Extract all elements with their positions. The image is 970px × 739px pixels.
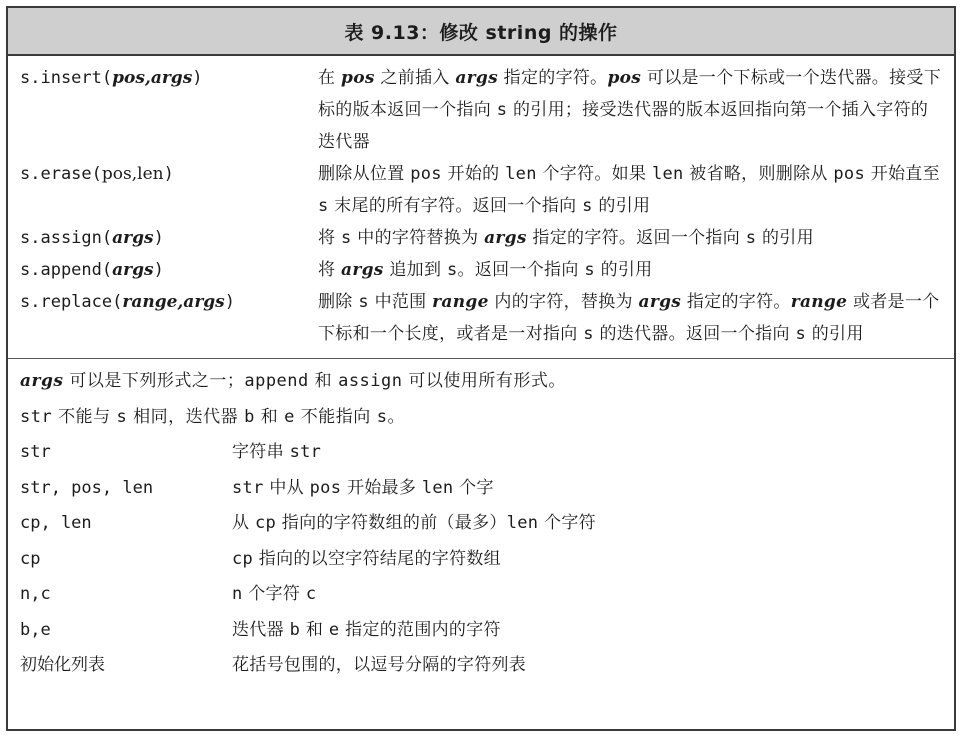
text-segment: s — [446, 260, 458, 280]
operation-description — [318, 222, 944, 254]
form-code: cp — [20, 548, 41, 569]
text-segment: 不能与 — [52, 407, 117, 427]
form-row-init-list — [20, 648, 954, 684]
text-segment: 可以是一个下标或一个迭代器。接受下标的版本返回一个指向 — [318, 68, 941, 120]
text-segment: 个字符。如果 — [536, 164, 652, 184]
text-segment: 内的字符，替换为 — [488, 292, 639, 312]
text-segment: 指定的字符。返回一个指向 — [526, 228, 746, 248]
args-forms-section — [8, 359, 954, 684]
text-segment: s — [376, 407, 388, 427]
text-segment: pos — [341, 68, 375, 88]
text-segment: 的迭代器。返回一个指向 — [593, 324, 796, 344]
text-segment: pos,args — [112, 68, 193, 88]
text-segment: s.replace( — [20, 292, 123, 312]
text-segment: 。 — [387, 407, 405, 427]
text-segment: len — [421, 477, 454, 498]
text-segment: 可以是下列形式之一； — [63, 371, 245, 391]
text-segment: args — [20, 371, 64, 391]
text-segment: 字符串 — [232, 442, 290, 462]
text-segment: 个字 — [453, 477, 494, 498]
operation-row-erase — [8, 158, 954, 222]
text-segment: s — [318, 196, 329, 216]
text-segment: str — [232, 477, 264, 498]
form-row-cp-len — [20, 506, 954, 542]
form-description — [232, 577, 954, 613]
text-segment: s.erase( — [20, 164, 102, 184]
text-segment: 和 — [308, 371, 339, 391]
text-segment: b — [289, 619, 301, 640]
text-segment: 指定的范围内的字符 — [339, 619, 501, 640]
text-segment: 从 — [232, 513, 256, 533]
text-segment: append — [244, 371, 309, 391]
text-segment: 中范围 — [368, 292, 433, 312]
text-segment: 花括号包围的，以逗号分隔的字符列表 — [232, 655, 527, 675]
operation-row-insert — [8, 62, 954, 158]
text-segment: b — [244, 407, 255, 427]
text-segment: s — [745, 228, 757, 248]
text-segment: e — [284, 407, 295, 427]
text-segment: 个字符 — [242, 584, 306, 604]
text-segment: 的引用 — [594, 260, 653, 280]
operation-description — [318, 286, 944, 350]
text-segment: 。返回一个指向 — [457, 260, 585, 280]
form-description — [232, 506, 954, 542]
text-segment: e — [328, 619, 340, 640]
text-segment: assign — [338, 371, 403, 391]
text-segment: 中从 — [263, 477, 310, 498]
operation-description — [318, 254, 944, 286]
text-segment: 可以使用所有形式。 — [402, 371, 566, 391]
operation-code — [20, 286, 318, 350]
restriction-note — [20, 399, 954, 435]
form-description — [232, 648, 954, 684]
form-row-str-pos-len — [20, 471, 954, 507]
text-segment: 被省略，则删除从 — [683, 164, 834, 184]
text-segment: range,args — [122, 292, 225, 312]
operation-row-assign — [8, 222, 954, 254]
string-operations-table — [6, 6, 956, 731]
text-segment: 的引用；接受迭代器的版本返回指向第一个插入字符的迭代器 — [318, 100, 929, 152]
text-segment: ) — [153, 260, 164, 280]
text-segment: s — [358, 292, 369, 312]
text-segment: 追加到 — [383, 260, 447, 280]
text-segment: 在 — [318, 68, 342, 88]
operation-code — [20, 62, 318, 158]
text-segment: len — [505, 164, 537, 184]
text-segment: n — [232, 584, 243, 604]
form-description — [232, 613, 954, 649]
operation-description — [318, 62, 944, 158]
text-segment: ) — [153, 228, 164, 248]
text-segment: ) — [163, 164, 174, 184]
text-segment: args — [638, 292, 682, 312]
text-segment: pos — [309, 477, 342, 498]
text-segment: 之前插入 — [374, 68, 456, 88]
text-segment: ) — [192, 68, 203, 88]
text-segment: 指定的字符。 — [497, 68, 608, 88]
text-segment: pos — [833, 164, 865, 184]
text-segment: 删除从位置 — [318, 164, 411, 184]
text-segment: 指向的字符数组的前（最多） — [276, 513, 507, 533]
text-segment: args — [455, 68, 498, 88]
form-code: str — [20, 442, 51, 462]
form-row-cp — [20, 542, 954, 578]
text-segment: range — [432, 292, 489, 312]
operation-description — [318, 158, 944, 222]
text-segment: cp — [255, 513, 277, 533]
text-segment: 和 — [300, 619, 329, 640]
text-segment: str — [289, 442, 322, 462]
text-segment: 不能指向 — [294, 407, 377, 427]
form-row-b-e — [20, 613, 954, 649]
text-segment: len — [651, 164, 684, 184]
text-segment: s — [496, 100, 508, 120]
text-segment: pos — [607, 68, 642, 88]
operation-code — [20, 254, 318, 286]
text-segment: s — [116, 407, 128, 427]
text-segment: 的引用 — [806, 324, 864, 344]
text-segment: args — [484, 228, 527, 248]
text-segment: 删除 — [318, 292, 359, 312]
text-segment: ) — [224, 292, 235, 312]
text-segment: s.append( — [20, 260, 113, 280]
text-segment: len — [506, 513, 539, 533]
operation-code — [20, 158, 318, 222]
text-segment: 迭代器 — [232, 619, 290, 640]
text-segment: s — [582, 196, 593, 216]
table-title: 表 9.13：修改 string 的操作 — [8, 8, 954, 56]
text-segment: s — [583, 324, 594, 344]
text-segment: range — [790, 292, 848, 312]
text-segment: 开始的 — [441, 164, 506, 184]
text-segment: 开始直至 — [865, 164, 940, 184]
form-code: str, pos, len — [20, 477, 154, 498]
text-segment: pos,len — [101, 164, 164, 184]
text-segment: args — [112, 228, 154, 248]
text-segment: 中的字符替换为 — [351, 228, 485, 248]
text-segment: 末尾的所有字符。返回一个指向 — [328, 196, 583, 216]
text-segment: 将 — [318, 228, 342, 248]
text-segment: args — [112, 260, 154, 280]
text-segment: 开始最多 — [341, 477, 422, 498]
text-segment: 将 — [318, 260, 342, 280]
operations-section — [8, 56, 954, 359]
text-segment: 个字符 — [538, 513, 596, 533]
form-code: cp, len — [20, 513, 92, 533]
operation-code — [20, 222, 318, 254]
text-segment: 或者是一个下标和一个长度，或者是一对指向 — [318, 292, 940, 344]
text-segment: 的引用 — [592, 196, 651, 216]
text-segment: s.insert( — [20, 68, 113, 88]
text-segment: 指定的字符。 — [681, 292, 791, 312]
text-segment: str — [20, 407, 53, 427]
form-description — [232, 471, 954, 507]
text-segment: args — [341, 260, 384, 280]
form-description — [232, 542, 954, 578]
form-code: n,c — [20, 584, 51, 604]
operation-row-append — [8, 254, 954, 286]
form-description — [232, 435, 954, 471]
text-segment: s.assign( — [20, 228, 113, 248]
operation-row-replace — [8, 286, 954, 350]
text-segment: 指向的以空字符结尾的字符数组 — [253, 548, 501, 569]
text-segment: c — [305, 584, 317, 604]
text-segment: 相同，迭代器 — [127, 407, 245, 427]
text-segment: 和 — [254, 407, 285, 427]
form-row-n-c — [20, 577, 954, 613]
text-segment: s — [795, 324, 807, 344]
args-note — [20, 363, 954, 399]
form-code: 初始化列表 — [20, 655, 105, 675]
text-segment: s — [584, 260, 595, 280]
text-segment: pos — [410, 164, 442, 184]
text-segment: cp — [232, 548, 254, 569]
text-segment: s — [341, 228, 352, 248]
form-code: b,e — [20, 619, 51, 640]
text-segment: 的引用 — [756, 228, 814, 248]
form-row-str — [20, 435, 954, 471]
